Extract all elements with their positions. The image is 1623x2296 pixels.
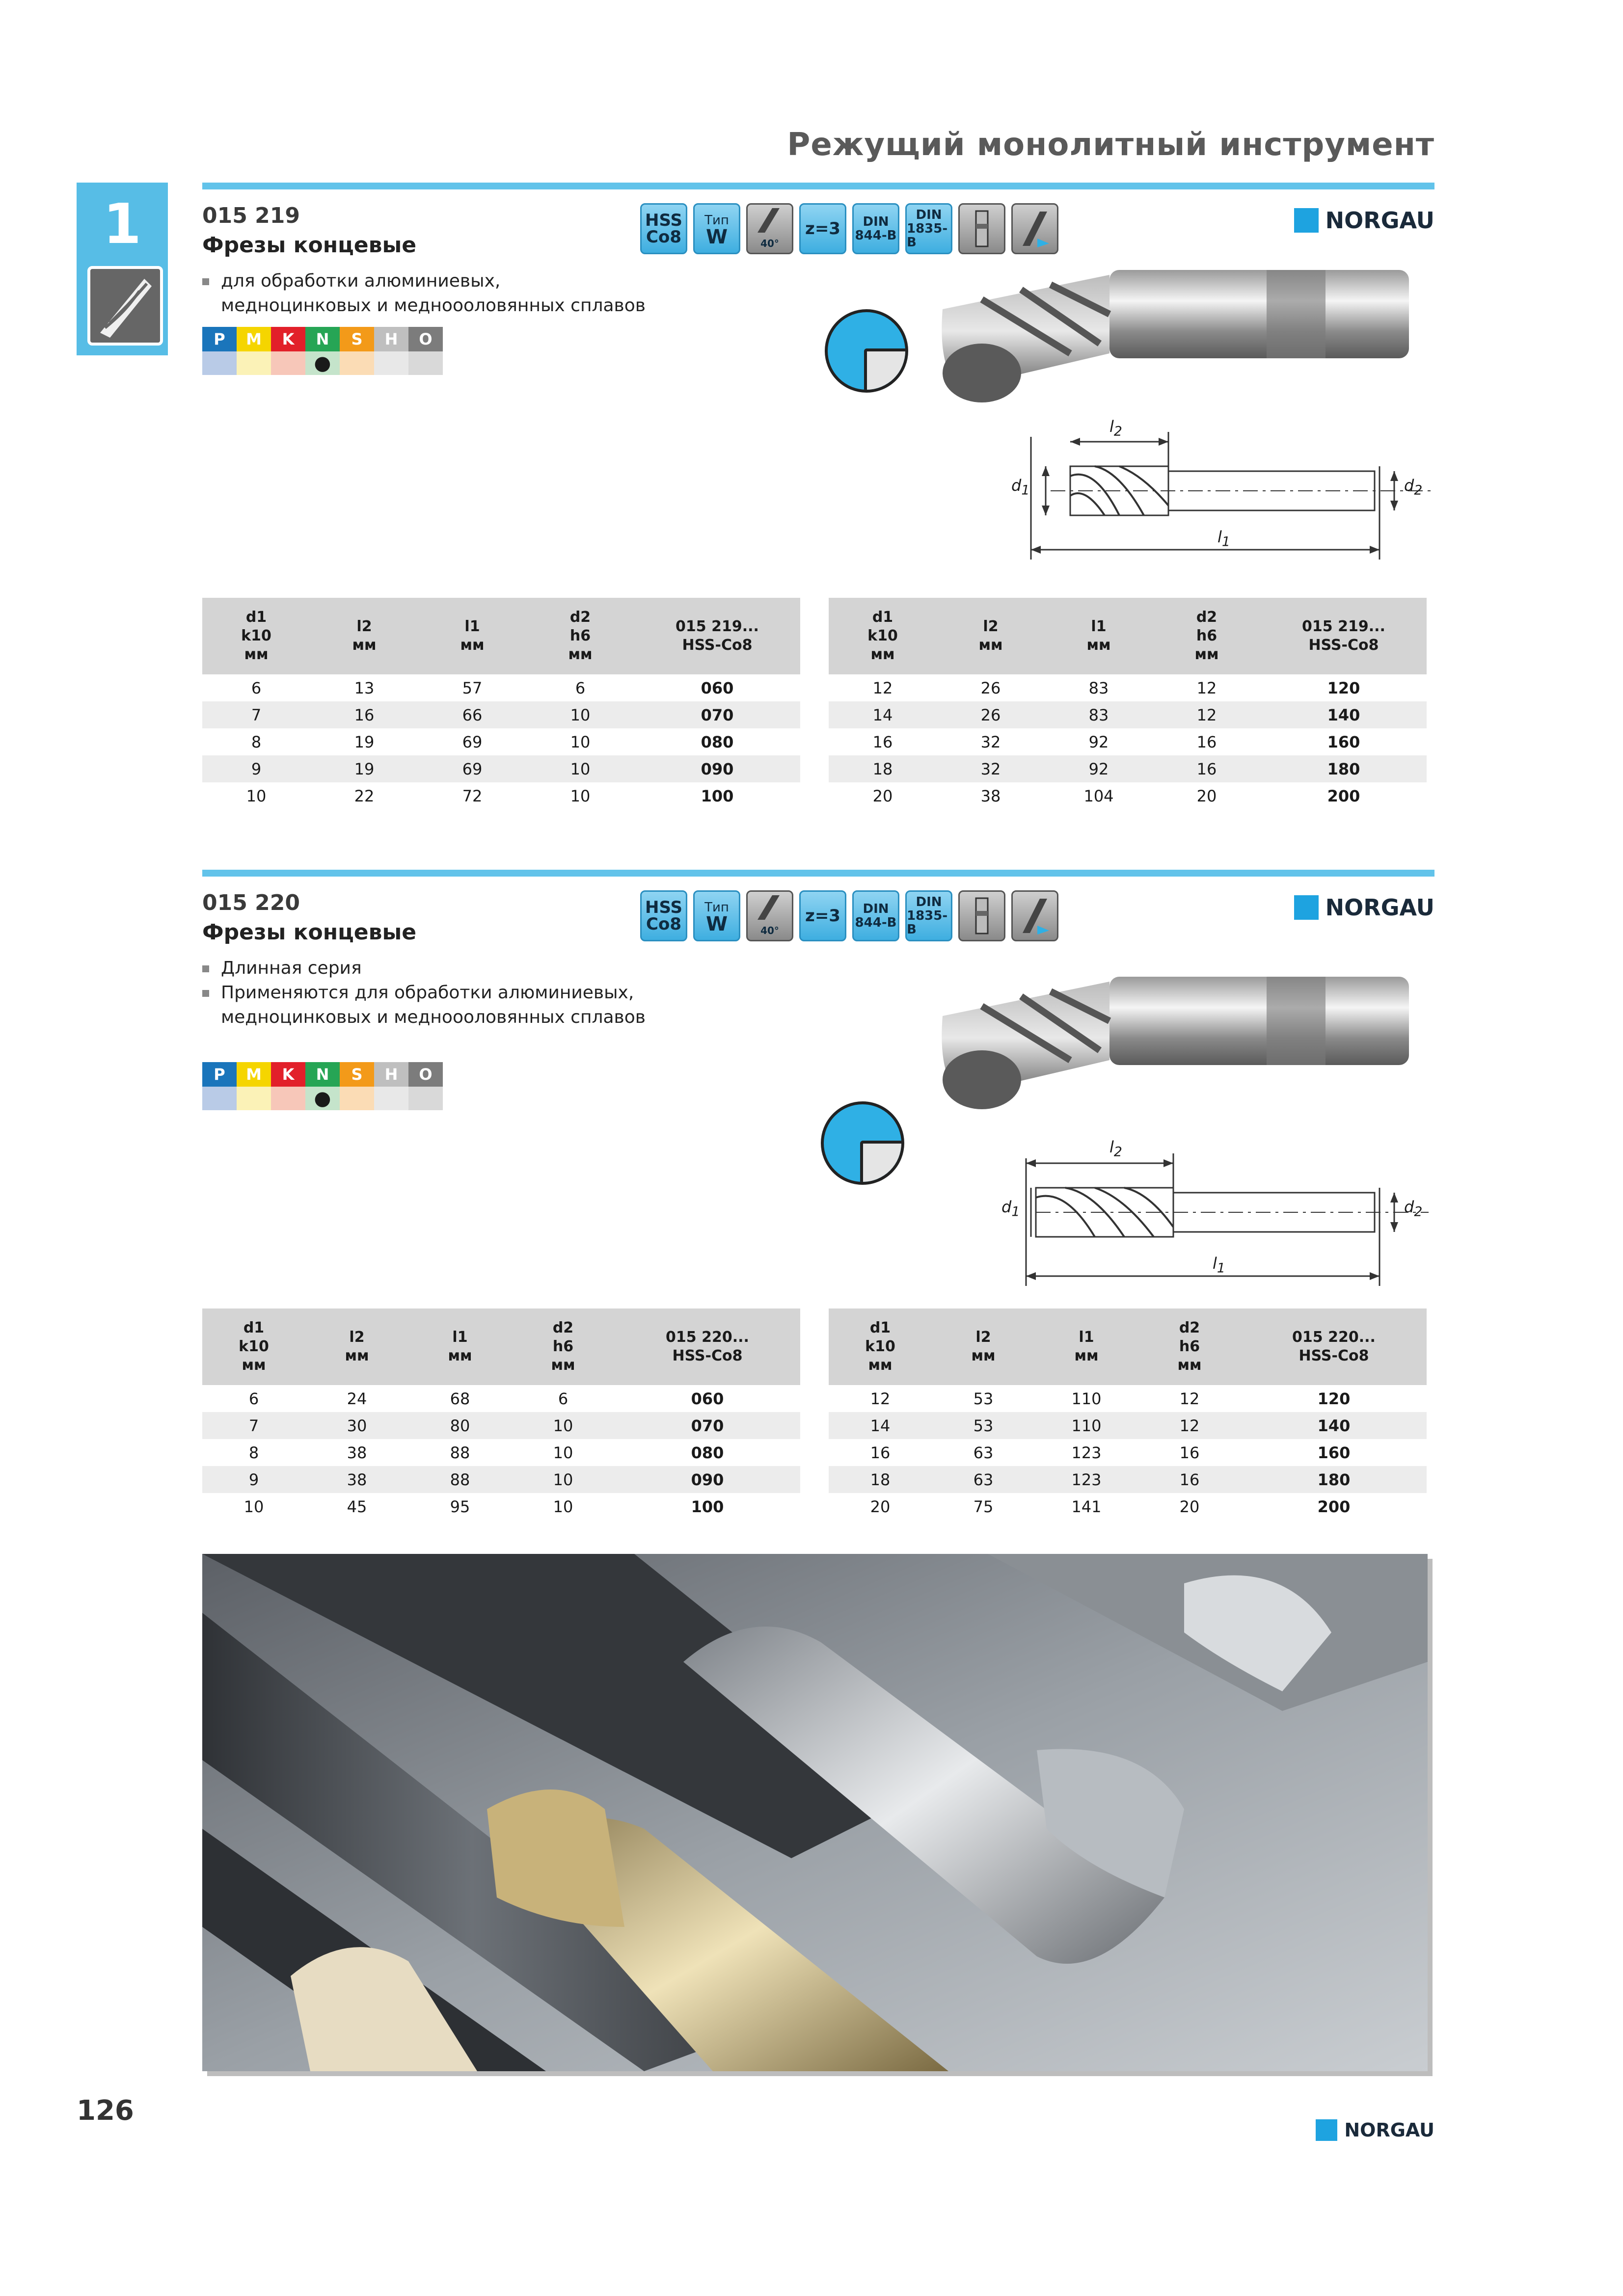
table-row: 16 32 92 16 160 [872, 732, 1360, 751]
iso-material-strip [202, 327, 443, 375]
product-title: Фрезы концевые [202, 233, 417, 258]
din-844b-icon: DIN 844-B [852, 890, 899, 941]
col-l2: l2 мм [932, 1308, 1035, 1385]
table-row: 18 63 123 16 180 [829, 1466, 1427, 1493]
col-d2: d2 h6 мм [1153, 598, 1261, 674]
col-l2: l2 мм [937, 598, 1045, 674]
brand-square-icon [1316, 2119, 1337, 2141]
type-w-icon: Тип W [693, 890, 740, 941]
iso-k: K [271, 327, 305, 375]
bullet-icon [202, 965, 209, 972]
col-order-code: 015 219... HSS-Co8 [1261, 598, 1427, 674]
col-d1: d1 k10 мм [829, 598, 937, 674]
corner-profile-icon [821, 1101, 904, 1185]
table-row: 6 24 68 6 060 [248, 1389, 724, 1408]
corner-profile-icon [825, 309, 908, 393]
description-line: Применяются для обработки алюминиевых, [221, 983, 634, 1003]
col-d1: d1 k10 мм [829, 1308, 932, 1385]
bullet-icon [202, 990, 209, 997]
table-row: 7 16 66 10 070 [202, 701, 800, 728]
din-844b-icon: DIN 844-B [852, 203, 899, 254]
col-d1: d1 k10 мм [202, 598, 310, 674]
col-order-code: 015 220... HSS-Co8 [1241, 1308, 1427, 1385]
drill-icon [87, 266, 163, 346]
shank-icon [958, 203, 1005, 254]
dimension-drawing [1011, 417, 1443, 561]
col-l2: l2 мм [310, 598, 418, 674]
iso-h: H [374, 327, 408, 375]
section-rule [202, 183, 1434, 189]
section-rule [202, 870, 1434, 877]
description-line: медноцинковых и медноооловянных сплавов [221, 1007, 646, 1027]
col-d2: d2 h6 мм [1138, 1308, 1241, 1385]
spec-icons [640, 890, 1058, 941]
spec-table-left [202, 1308, 800, 1520]
table-row: 18 32 92 16 180 [829, 755, 1427, 782]
teeth-count-icon: z=3 [799, 203, 846, 254]
teeth-count-icon: z=3 [799, 890, 846, 941]
footer-brand-logo: NORGAU [1316, 2119, 1434, 2141]
brand-square-icon [1294, 208, 1319, 233]
col-d2: d2 h6 мм [526, 598, 634, 674]
product-description [202, 956, 646, 1030]
spec-table-left [202, 598, 800, 809]
table-row: 9 38 88 10 090 [202, 1466, 800, 1493]
table-row: 20 75 141 20 200 [870, 1497, 1351, 1516]
helix-angle-icon: 40° [746, 203, 793, 254]
table-row: 20 38 104 20 200 [872, 786, 1360, 805]
col-d2: d2 h6 мм [512, 1308, 615, 1385]
iso-k: K [271, 1062, 305, 1110]
iso-material-strip [202, 1062, 443, 1110]
din-1835b-icon: DIN 1835-B [905, 203, 952, 254]
iso-marker: ● [305, 351, 340, 375]
iso-s: S [340, 327, 374, 375]
description-line: медноцинковых и медноооловянных сплавов [221, 295, 646, 316]
dim-d2-label: $d_2$ [1404, 1198, 1423, 1220]
dim-d1-label: $d_1$ [1001, 1198, 1020, 1220]
table-row: 6 13 57 6 060 [251, 678, 734, 697]
hss-co8-icon: HSS Co8 [640, 203, 687, 254]
page-number: 126 [77, 2095, 134, 2127]
description-line: для обработки алюминиевых, [221, 271, 501, 291]
table-row: 16 63 123 16 160 [870, 1443, 1351, 1462]
table-row: 10 22 72 10 100 [246, 786, 734, 805]
col-l2: l2 мм [305, 1308, 408, 1385]
shank-icon [958, 890, 1005, 941]
dim-l1-label: $l_1$ [1217, 528, 1230, 550]
spec-table-right [829, 1308, 1427, 1520]
chapter-number: 1 [103, 192, 141, 256]
table-row: 10 45 95 10 100 [243, 1497, 724, 1516]
dim-l1-label: $l_1$ [1213, 1254, 1225, 1276]
iso-m: M [237, 1062, 271, 1110]
type-w-icon: Тип W [693, 203, 740, 254]
iso-o: O [408, 1062, 443, 1110]
dim-l2-label: $l_2$ [1109, 417, 1122, 439]
iso-m: M [237, 327, 271, 375]
col-l1: l1 мм [408, 1308, 512, 1385]
spec-table-right [829, 598, 1427, 809]
iso-s: S [340, 1062, 374, 1110]
center-cutting-icon [1011, 890, 1058, 941]
col-l1: l1 мм [418, 598, 526, 674]
table-row: 8 38 88 10 080 [248, 1443, 724, 1462]
product-title: Фрезы концевые [202, 920, 417, 945]
brand-logo: NORGAU [1294, 207, 1434, 234]
brand-logo: NORGAU [1294, 894, 1434, 921]
iso-p: P [202, 1062, 237, 1110]
hss-co8-icon: HSS Co8 [640, 890, 687, 941]
table-row: 8 19 69 10 080 [251, 732, 734, 751]
iso-h: H [374, 1062, 408, 1110]
product-description [202, 269, 646, 318]
product-code: 015 220 [202, 890, 300, 915]
col-l1: l1 мм [1045, 598, 1153, 674]
table-row: 12 26 83 12 120 [872, 678, 1360, 697]
dim-d1-label: $d_1$ [1011, 476, 1030, 498]
end-mill-photo [923, 962, 1424, 1126]
col-l1: l1 мм [1035, 1308, 1138, 1385]
col-d1: d1 k10 мм [202, 1308, 305, 1385]
col-order-code: 015 219... HSS-Co8 [634, 598, 800, 674]
din-1835b-icon: DIN 1835-B [905, 890, 952, 941]
dim-d2-label: $d_2$ [1404, 476, 1423, 498]
iso-o: O [408, 327, 443, 375]
end-mill-photo [923, 255, 1424, 419]
iso-marker: ● [305, 1087, 340, 1110]
brand-square-icon [1294, 895, 1319, 920]
chapter-tab [77, 183, 168, 355]
table-row: 14 53 110 12 140 [829, 1412, 1427, 1439]
dim-l2-label: $l_2$ [1109, 1138, 1122, 1160]
table-row: 12 53 110 12 120 [870, 1389, 1351, 1408]
description-line: Длинная серия [221, 958, 362, 978]
product-code: 015 219 [202, 203, 300, 228]
iso-n: N ● [305, 327, 340, 375]
table-row: 9 19 69 10 090 [202, 755, 800, 782]
tools-photo [202, 1554, 1428, 2071]
helix-angle-icon: 40° [746, 890, 793, 941]
center-cutting-icon [1011, 203, 1058, 254]
bullet-icon [202, 278, 209, 285]
col-order-code: 015 220... HSS-Co8 [615, 1308, 800, 1385]
table-row: 14 26 83 12 140 [829, 701, 1427, 728]
page-header-title: Режущий монолитный инструмент [787, 127, 1434, 163]
dimension-drawing [1001, 1129, 1438, 1288]
table-row: 7 30 80 10 070 [202, 1412, 800, 1439]
spec-icons [640, 203, 1058, 254]
iso-n: N ● [305, 1062, 340, 1110]
iso-p: P [202, 327, 237, 375]
